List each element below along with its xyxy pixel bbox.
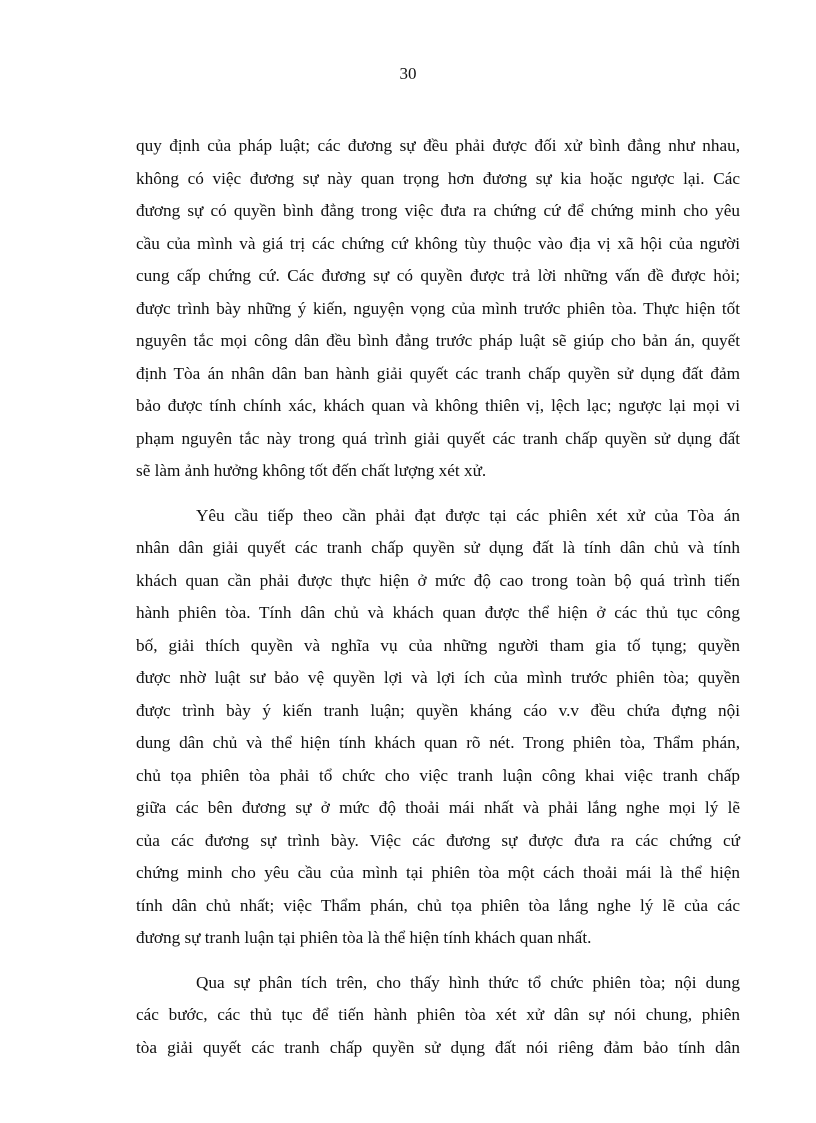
text-line: đương sự có quyền bình đẳng trong việc đưa ra chứng cứ để chứng minh cho yêu	[136, 201, 740, 220]
text-line: quy định của pháp luật; các đương sự đều phải được đối xử bình đẳng như nhau,	[136, 136, 740, 155]
text-line: Qua sự phân tích trên, cho thấy hình thức tổ chức phiên tòa; nội dung	[196, 972, 740, 992]
text-line: được nhờ luật sư bảo vệ quyền lợi và lợi ích của mình trước phiên tòa; quyền	[136, 668, 740, 687]
text-line: hành phiên tòa. Tính dân chủ và khách quan được thể hiện ở các thủ tục công	[136, 603, 740, 622]
text-line: các bước, các thủ tục để tiến hành phiên tòa xét xử dân sự nói chung, phiên	[136, 1005, 740, 1024]
text-line: bố, giải thích quyền và nghĩa vụ của những người tham gia tố tụng; quyền	[136, 635, 740, 655]
text-line: khách quan cần phải được thực hiện ở mức độ cao trong toàn bộ quá trình tiến	[136, 570, 740, 590]
paragraph	[136, 130, 740, 488]
text-line: bảo được tính chính xác, khách quan và không thiên vị, lệch lạc; ngược lại mọi vi	[136, 396, 740, 415]
text-line: chứng minh cho yêu cầu của mình tại phiên tòa một cách thoải mái là thể hiện	[136, 863, 740, 882]
text-line: Yêu cầu tiếp theo cần phải đạt được tại các phiên xét xử của Tòa án	[196, 505, 740, 525]
text-line: định Tòa án nhân dân ban hành giải quyết các tranh chấp quyền sử dụng đất đảm	[136, 363, 740, 383]
text-line: tòa giải quyết các tranh chấp quyền sử dụng đất nói riêng đảm bảo tính dân	[136, 1037, 740, 1057]
text-line: cung cấp chứng cứ. Các đương sự có quyền được trả lời những vấn đề được hỏi;	[136, 266, 740, 285]
text-line: không có việc đương sự này quan trọng hơn đương sự kia hoặc ngược lại. Các	[136, 168, 740, 188]
text-line: chủ tọa phiên tòa phải tổ chức cho việc tranh luận công khai việc tranh chấp	[136, 765, 740, 785]
paragraph	[136, 500, 740, 955]
text-line: nhân dân giải quyết các tranh chấp quyền sử dụng đất là tính dân chủ và tính	[136, 538, 740, 557]
text-line: giữa các bên đương sự ở mức độ thoải mái nhất và phải lắng nghe mọi lý lẽ	[136, 798, 740, 817]
text-line: dung dân chủ và thể hiện tính khách quan rõ nét. Trong phiên tòa, Thẩm phán,	[136, 733, 740, 752]
text-line: được trình bày ý kiến tranh luận; quyền kháng cáo v.v đều chứa đựng nội	[136, 700, 740, 720]
text-line: tính dân chủ nhất; việc Thẩm phán, chủ tọa phiên tòa lắng nghe lý lẽ của các	[136, 895, 740, 915]
text-line: nguyên tắc mọi công dân đều bình đẳng trước pháp luật sẽ giúp cho bản án, quyết	[136, 331, 740, 350]
paragraph-gap	[136, 488, 740, 500]
body-text	[136, 130, 740, 1064]
page-number: 30	[399, 64, 417, 83]
text-line: được trình bày những ý kiến, nguyện vọng của mình trước phiên tòa. Thực hiện tốt	[136, 298, 740, 318]
text-line: cầu của mình và giá trị các chứng cứ không tùy thuộc vào địa vị xã hội của người	[136, 233, 740, 253]
paragraph	[136, 967, 740, 1065]
paragraph-gap	[136, 955, 740, 967]
text-line: sẽ làm ảnh hưởng không tốt đến chất lượng xét xử.	[136, 461, 487, 480]
text-line: phạm nguyên tắc này trong quá trình giải quyết các tranh chấp quyền sử dụng đất	[136, 428, 740, 448]
text-line: của các đương sự trình bày. Việc các đương sự được đưa ra các chứng cứ	[136, 830, 740, 850]
text-line: đương sự tranh luận tại phiên tòa là thể hiện tính khách quan nhất.	[136, 928, 592, 947]
